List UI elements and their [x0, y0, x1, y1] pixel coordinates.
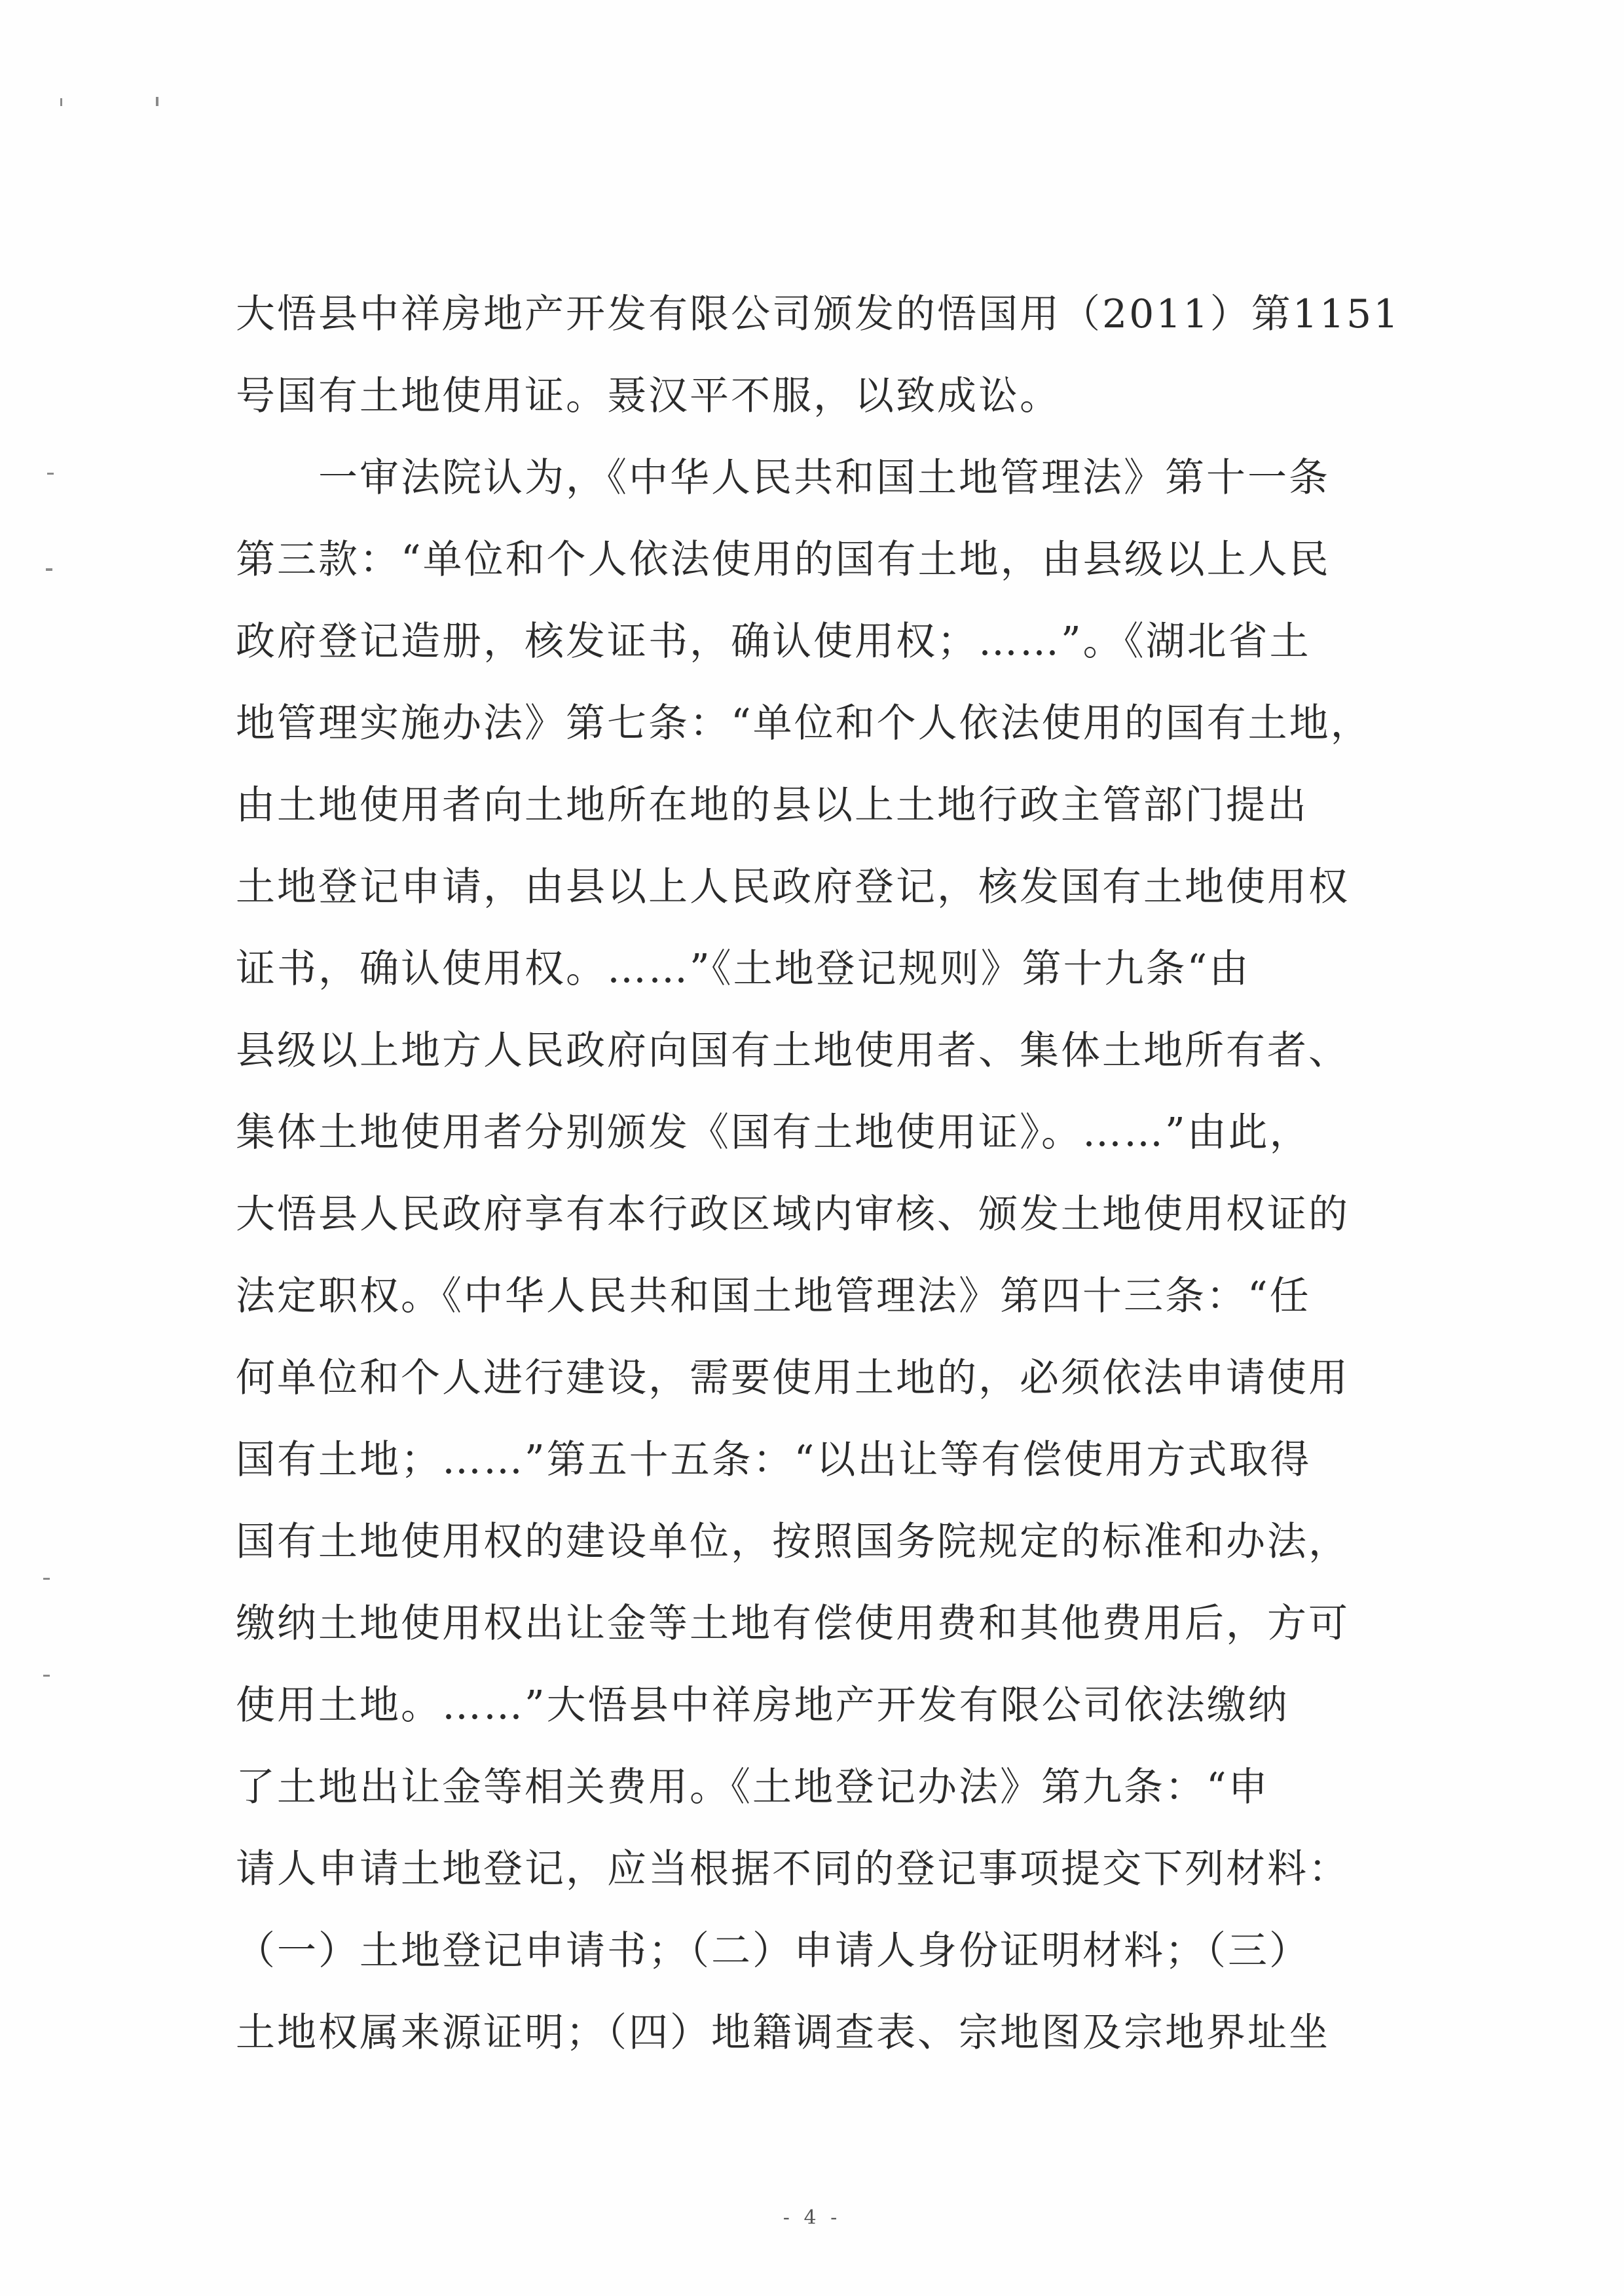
text-line-2: 号国有土地使用证。聂汉平不服，以致成讼。: [236, 373, 1061, 419]
scan-mark-left-3: [43, 1578, 50, 1580]
text-line-8: 土地登记申请，由县以上人民政府登记，核发国有土地使用权: [236, 864, 1350, 910]
text-line-9: 证书，确认使用权。……”《土地登记规则》第十九条“由: [236, 946, 1251, 992]
text-line-10: 县级以上地方人民政府向国有土地使用者、集体土地所有者、: [236, 1028, 1350, 1074]
text-line-12: 大悟县人民政府享有本行政区域内审核、颁发土地使用权证的: [236, 1192, 1350, 1237]
text-line-6: 地管理实施办法》第七条：“单位和个人依法使用的国有土地，: [236, 701, 1372, 746]
text-line-15: 国有土地；……”第五十五条：“以出让等有偿使用方式取得: [236, 1437, 1312, 1483]
text-line-20: 请人申请土地登记，应当根据不同的登记事项提交下列材料：: [236, 1846, 1350, 1892]
scan-mark-left-1: [47, 473, 54, 475]
text-line-16: 国有土地使用权的建设单位，按照国务院规定的标准和办法，: [236, 1519, 1350, 1565]
text-line-4: 第三款：“单位和个人依法使用的国有土地，由县级以上人民: [236, 537, 1331, 583]
scan-mark-top-left-2: [156, 97, 158, 106]
page-number: - 4 -: [783, 2206, 841, 2229]
text-line-22: 土地权属来源证明；（四）地籍调查表、宗地图及宗地界址坐: [236, 2010, 1330, 2056]
text-line-21: （一）土地登记申请书；（二）申请人身份证明材料；（三）: [236, 1928, 1310, 1974]
text-line-19: 了土地出让金等相关费用。《土地登记办法》第九条：“申: [236, 1764, 1270, 1810]
scan-mark-top-left-1: [60, 98, 62, 106]
scan-mark-left-2: [46, 568, 52, 571]
text-line-5: 政府登记造册，核发证书，确认使用权；……”。《湖北省土: [236, 619, 1311, 665]
text-line-1: 大悟县中祥房地产开发有限公司颁发的悟国用（2011）第1151: [236, 291, 1401, 337]
text-line-13: 法定职权。《中华人民共和国土地管理法》第四十三条：“任: [236, 1273, 1311, 1319]
text-line-14: 何单位和个人进行建设，需要使用土地的，必须依法申请使用: [236, 1355, 1350, 1401]
text-line-3: 一审法院认为，《中华人民共和国土地管理法》第十一条: [236, 455, 1330, 501]
scan-mark-left-4: [43, 1675, 50, 1677]
text-line-18: 使用土地。……”大悟县中祥房地产开发有限公司依法缴纳: [236, 1683, 1289, 1728]
text-line-11: 集体土地使用者分别颁发《国有土地使用证》。……”由此，: [236, 1110, 1311, 1156]
text-line-7: 由土地使用者向土地所在地的县以上土地行政主管部门提出: [236, 782, 1308, 828]
text-line-17: 缴纳土地使用权出让金等土地有偿使用费和其他费用后，方可: [236, 1601, 1350, 1647]
